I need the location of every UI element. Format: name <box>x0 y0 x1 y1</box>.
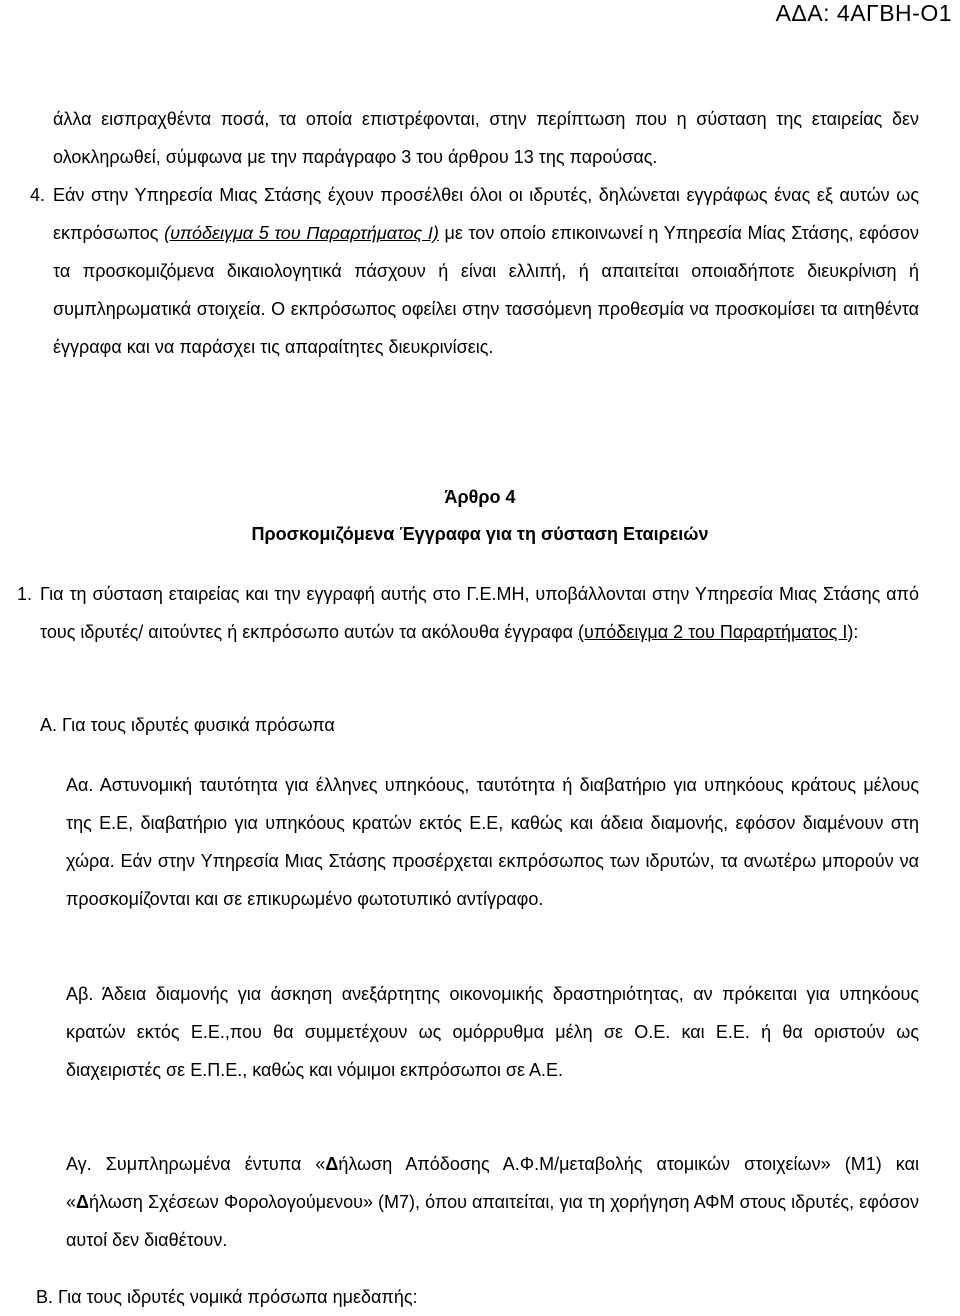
bold-letter: Δ <box>76 1192 89 1212</box>
section-b-heading: Β. Για τους ιδρυτές νομικά πρόσωπα ημεδαπής: <box>36 1287 418 1307</box>
item-number: 4. <box>30 185 46 205</box>
sub-item-text: ήλωση Σχέσεων Φορολογούμενου» (Μ7), όπου απαιτείται, για τη χορήγηση ΑΦΜ στους ιδρυτές, εφόσον αυτοί δεν διαθέτουν. <box>66 1192 919 1250</box>
sub-item-text: Αγ. Συμπληρωμένα έντυπα « <box>66 1154 326 1174</box>
list-item-4 <box>30 176 919 366</box>
sub-item-text: ήλωση Απόδοσης Α.Φ.Μ/μεταβολής ατομικών στοιχείων» (Μ1) και « <box>66 1154 919 1212</box>
sub-item-ab: Αβ. Άδεια διαμονής για άσκηση ανεξάρτητης οικονομικής δραστηριότητας, αν πρόκειται για υπηκόους κρατών εκτός Ε.Ε.,που θα συμμετέχουν ως ομόρρυθμα μέλη σε Ο.Ε. και Ε.Ε. ή θα οριστούν ως διαχειριστές σε Ε.Π.Ε., καθώς και νόμιμοι εκπρόσωποι σε Α.Ε. <box>66 984 919 1080</box>
sub-item-ac <box>66 1145 919 1259</box>
item-text-part2: με τον οποίο επικοινωνεί η Υπηρεσία Μίας Στάσης, εφόσον τα προσκομιζόμενα δικαιολογητικά πάσχουν ή είναι ελλιπή, ή απαιτείται οποιαδήποτε διευκρίνιση ή συμπληρωματικά στοιχεία. Ο εκπρόσωπος οφείλει στην τασσόμενη προθεσμία να προσκομίσει τα αιτηθέντα έγγραφα και να παράσχει τις απαραίτητες διευκρινίσεις. <box>53 223 919 357</box>
article-title: Προσκομιζόμενα Έγγραφα για τη σύσταση Εταιρειών <box>251 524 709 544</box>
appendix-reference-link[interactable]: (υπόδειγμα 2 του Παραρτήματος Ι <box>578 622 848 642</box>
article-number: Άρθρο 4 <box>444 487 516 507</box>
bold-letter: Δ <box>325 1154 339 1174</box>
point-body <box>40 575 919 651</box>
ada-code: ΑΔΑ: 4ΑΓΒΗ-Ο1 <box>775 0 952 26</box>
item-body <box>53 176 919 366</box>
item-text-part1: Εάν στην Υπηρεσία Μιας Στάσης έχουν προσέλθει όλοι οι ιδρυτές, δηλώνεται εγγράφως ένας εξ αυτών ως εκπρόσωπος <box>53 185 919 243</box>
sub-item-aa: Αα. Αστυνομική ταυτότητα για έλληνες υπηκόους, ταυτότητα ή διαβατήριο για υπηκόους κράτους μέλους της Ε.Ε, διαβατήριο για υπηκόους κρατών εκτός Ε.Ε, καθώς και άδεια διαμονής, εφόσον διαμένουν στη χώρα. Εάν στην Υπηρεσία Μιας Στάσης προσέρχεται εκπρόσωπος των ιδρυτών, τα ανωτέρω μπορούν να προσκομίζονται και σε επικυρωμένο φωτοτυπικό αντίγραφο. <box>66 775 919 909</box>
point-1 <box>17 575 919 651</box>
point-text-part2: ): <box>847 622 859 642</box>
point-text-part1: Για τη σύσταση εταιρείας και την εγγραφή αυτής στο Γ.Ε.ΜΗ, υποβάλλονται στην Υπηρεσία Μιας Στάσης από τους ιδρυτές/ αιτούντες ή εκπρόσωπο αυτών τα ακόλουθα έγγραφα <box>40 584 919 642</box>
section-a-heading: Α. Για τους ιδρυτές φυσικά πρόσωπα <box>40 715 335 735</box>
appendix-reference-link[interactable]: (υπόδειγμα 5 του Παραρτήματος Ι) <box>164 223 439 243</box>
paragraph-continuation: άλλα εισπραχθέντα ποσά, τα οποία επιστρέφονται, στην περίπτωση που η σύσταση της εταιρείας δεν ολοκληρωθεί, σύμφωνα με την παράγραφο 3 του άρθρου 13 της παρούσας. <box>53 109 919 167</box>
point-number: 1. <box>17 584 33 604</box>
